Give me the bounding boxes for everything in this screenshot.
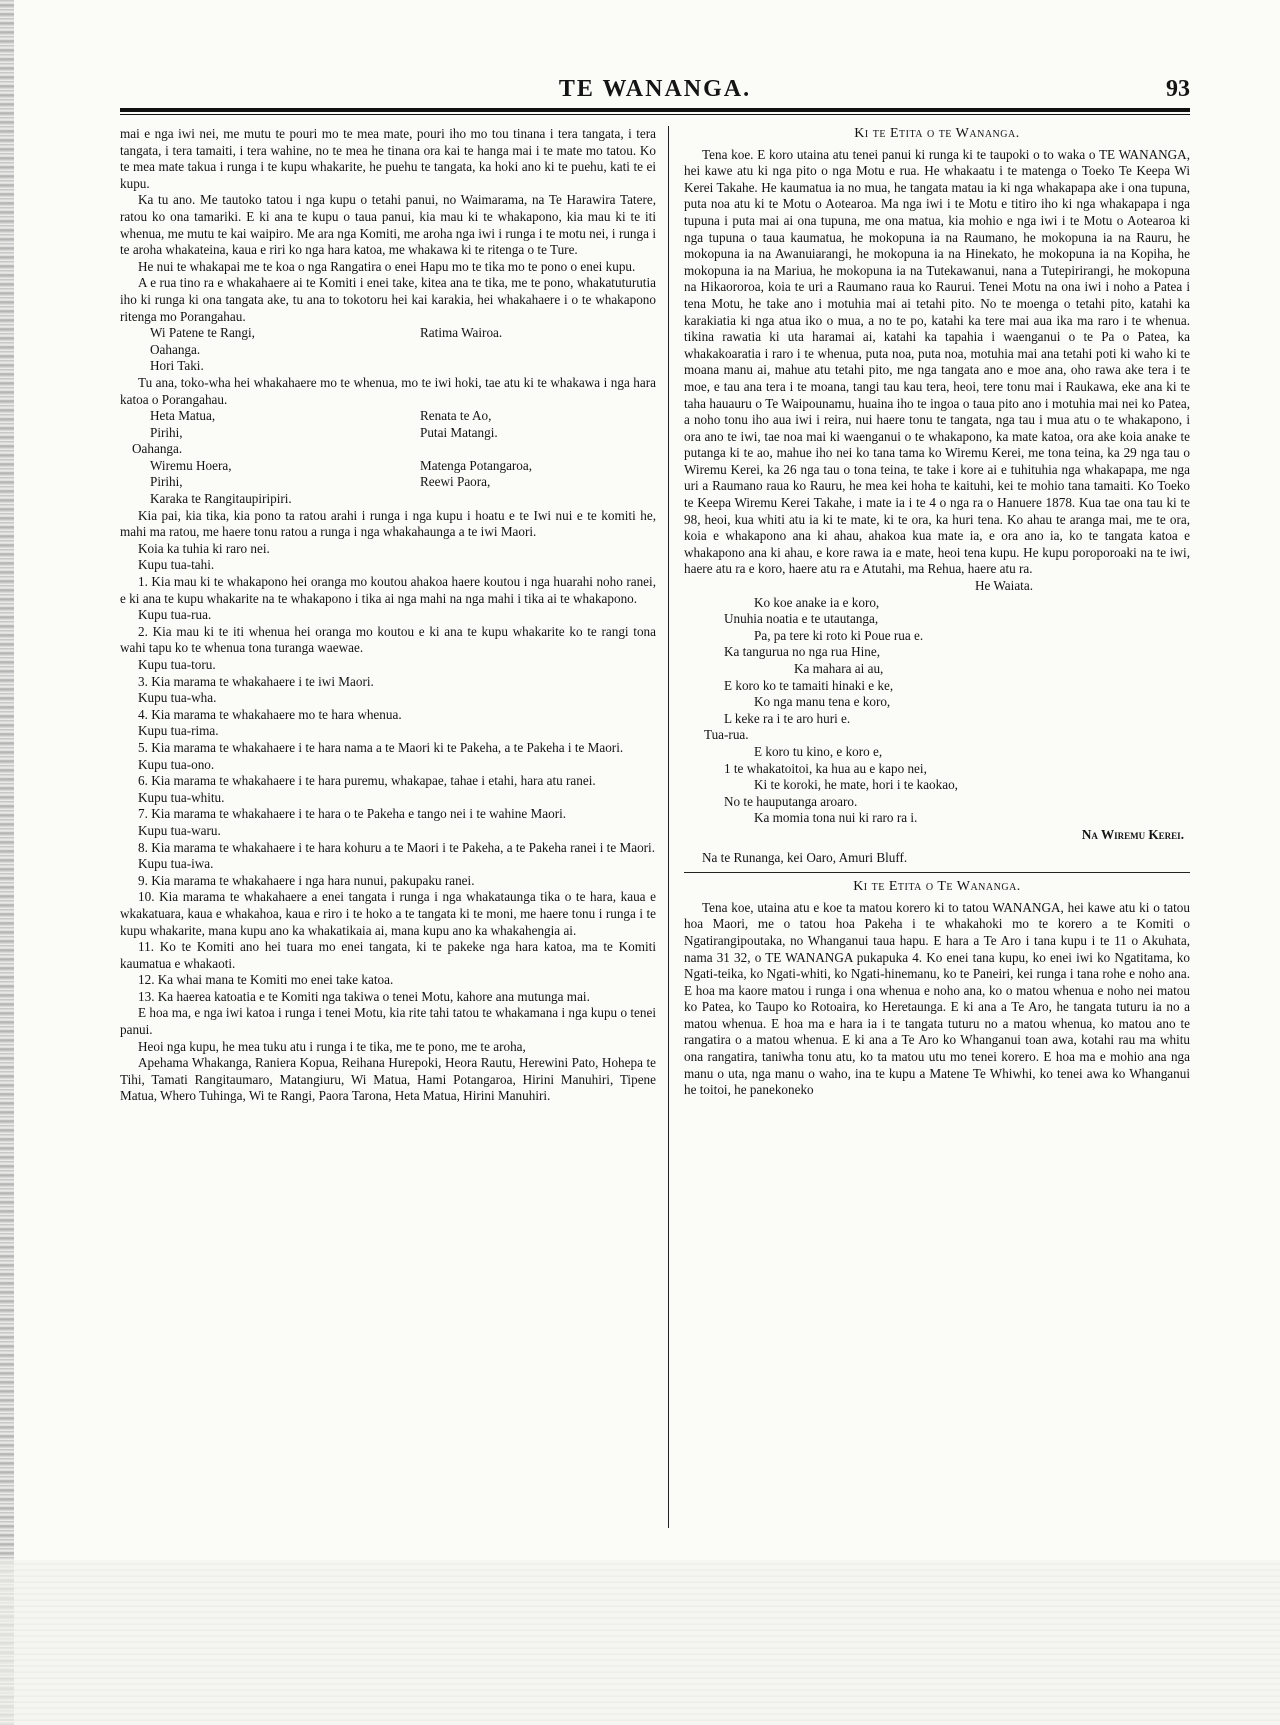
kupu-heading: Kupu tua-ono. <box>138 756 215 772</box>
kupu-text: 9. Kia marama te whakahaere i nga hara nunui, pakupaku ranei. <box>138 872 475 888</box>
paragraph: Kia pai, kia tika, kia pono ta ratou arahi i runga i nga kupu i hoatu e te Iwi nui e te komiti he, mahi ma ratou, me haere tonu ratou a runga i nga whakahaunga a te iwi Maori. <box>120 507 656 540</box>
signatory-list: Apehama Whakanga, Raniera Kopua, Reihana Hurepoki, Heora Rautu, Herewini Pato, Hohepa te Tihi, Tamati Rangitaumaro, Matangiuru, Wi Matua, Hami Potangaroa, Hirini Manuhiri, Tipene Matua, Whero Tuhinga, Wi te Rangi, Paora Tarona, Heta Matua, Hirini Manuhiri. <box>120 1055 656 1104</box>
signatory: Matenga Potangaroa, <box>420 457 533 473</box>
letter-signature: Na Wiremu Kerei. <box>1081 826 1184 842</box>
poem-line: 1 te whakatoitoi, ka hua au e kapo nei, <box>724 760 927 776</box>
paragraph: He nui te whakapai me te koa o nga Rangatira o enei Hapu mo te tika mo te pono o enei kupu. <box>138 258 636 274</box>
letter-origin: Na te Runanga, kei Oaro, Amuri Bluff. <box>702 849 908 865</box>
paragraph: Koia ka tuhia ki raro nei. <box>138 540 270 556</box>
header-rule <box>120 108 1190 112</box>
kupu-text: 2. Kia mau ki te iti whenua hei oranga mo koutou e ki ana te kupu whakarite ko te rangi tona wahi tapu ko te whenua tona turanga waewae. <box>120 623 656 656</box>
page-title: TE WANANGA. <box>558 76 752 102</box>
place-name: Oahanga. <box>132 441 183 457</box>
signatories-row <box>120 358 656 375</box>
paragraph: A e rua tino ra e whakahaere ai te Komiti i enei take, kitea ana te tika, me te pono, whakatuturutia iho ki runga ki ona tangata ake, tu ana to tokotoru hei kai karakia, hei whakahaere i o te whakapono ritenga mo Porangahau. <box>120 275 656 324</box>
kupu-heading: Kupu tua-toru. <box>138 657 216 672</box>
signatory: Wiremu Hoera, <box>150 457 232 473</box>
signatory: Reewi Paora, <box>420 474 491 490</box>
signatories-row <box>120 325 656 342</box>
kupu-heading: Kupu tua-tahi. <box>138 557 215 573</box>
kupu-text: 1. Kia mau ki te whakapono hei oranga mo koutou ahakoa haere koutou i nga huarahi noho ranei, e ki ana te kupu whakarite na te whakapono i tika ai nga mahi na nga mahi i tika ai te whakapono. <box>120 574 656 606</box>
page-number: 93 <box>1166 76 1190 102</box>
column-divider <box>668 126 669 1528</box>
paragraph: E hoa ma, e nga iwi katoa i runga i tenei Motu, kia rite tahi tatou te whakamana i nga kupu o tenei panui. <box>120 1005 656 1038</box>
kupu-text: 12. Ka whai mana te Komiti mo enei take katoa. <box>138 972 394 988</box>
kupu-heading: Kupu tua-wha. <box>138 690 217 706</box>
kupu-text: 8. Kia marama te whakahaere i te hara kohuru a te Maori i te Pakeha, a te Pakeha ranei i te Maori. <box>138 839 656 855</box>
kupu-text: 10. Kia marama te whakahaere a enei tangata i runga i nga whakataunga tika o te hara, kaua e wkakatuara, kaua e whakahoa, kaua e riro i te hoko a te tangata ki te moni, me haere tonu i runga i te kupu whakarite, mana kupu ano ka whakatikaia ai, mana kupu ano ka whakahengia ai. <box>120 889 656 938</box>
kupu-text: 4. Kia marama te whakahaere mo te hara whenua. <box>138 706 402 722</box>
poem-line: E koro tu kino, e koro e, <box>754 743 883 759</box>
letter-heading: Ki te Etita o te Wananga. <box>854 126 1020 141</box>
letter-body: Tena koe. E koro utaina atu tenei panui ki runga ki te taupoki o to waka o TE WANANGA, hei kawe atu ki nga pito o nga Motu e rua. He whakaatu i te matenga o Toeko Te Keepa Wi Kerei Takahe. He kaumatua ia no mua, he tangata matau ia ki nga whakapapa ake i ona tupuna, puta noa atu ki te Motu o Aotearoa. Ma nga iwi i te Motu e titiro iho ki nga whakapapa i nga tupuna i puta mai ai ona tupuna, me ona matua, kia mohio e nga iwi i te Motu o Aotearoa ki nga tupuna o taua kaumatua, he mokopuna ia na Raumano, he mokopuna ia na Rauru, he mokopuna ia na Awanuiarangi, he mokopuna ia na Hinekato, he mokopuna ia na Kopiha, he mokopuna ia na Mariua, he mokopuna ia na Tutekawanui, nana a Tutepirirangi, he mokopuna na Hikaororoa, koia te uri a Raumano raua ko Raurui. Tenei Motu na ona iwi i noho a Patea i tena Motu, he take ano i motuhia mai ai tetahi pito. No te moenga o tetahi pito, katahi ka karakiatia ki nga atua iko o mua, a no te po, katahi ka tere mai aua ika ma raro i te whenua. tikina rawatia ki uta haramai ai, katahi ka tapahia i waenganui o te Pa o Patea, ka whakakoaratia i raro i te whenua, puta noa, puta noa, motuhia mai ana tetahi poti ki waho ki te moana manu ai, mahue atu tetahi pito, me nga tangata ano e moe ana, oho rawa ake tera i te moe, e tau ana tera i te moana, tangi tau kau tera, heoi, tere tonu mai i Raukawa, eke ana ki te taha hauauru o Te Waipounamu, huaina iho te ingoa o taua pito ano i motuhia mai nei ko Patea, a noho tonu iho aua iwi i reira, nui haere tonu te tangata, nga tau i mua atu o te whakapono, i ora ano te iwi, tae noa mai ki waenganui o te whakapono, ka mate katoa, ora ake koia anake te putanga ki te ao, mahue iho nei ko tana tama ko Wiremu Kerei, me tona teina, ka 29 nga tau o Wiremu Kerei, ka 26 nga tau o tona teina, te take i kore ai e tuhituhia nga whakapapa, me nga uri a Raumano raua ko Rauru, he mea kei hoha te kaituhi, kei te mohio tana tamaiti. Ko Toeko te Keepa Wiremu Kerei Takahe, i mate ia i te 4 o nga ra o Hanuere 1878. Kua tae ona tau ki te 98, heoi, kua whiti atu ia ki te mate, ki te ora, ka huri tena. Ko ahau te aranga mai, me te ora, koia e whakapono ana ki ahau, ahakoa kua mate ia, e ora ano ia, ko te tangata katoa e whakapono ana ki ahau, e kore rawa ia e mate, heoi tena kupu. He kupu poroporoaki na te iwi, haere atu ra e koro, haere atu ra e Atutahi, ma Rehua, haere atu ra. <box>684 146 1190 577</box>
scan-edge <box>0 0 14 1725</box>
kupu-text: 13. Ka haerea katoatia e te Komiti nga takiwa o tenei Motu, kahore ana mutunga mai. <box>138 988 590 1004</box>
signatory: Pirihi, <box>150 474 183 490</box>
signatory: Pirihi, <box>150 424 183 440</box>
signatories-row <box>120 474 656 491</box>
poem-line: Pa, pa tere ki roto ki Poue rua e. <box>754 627 924 643</box>
poem-line: Unuhia noatia e te utautanga, <box>724 611 879 627</box>
poem-line: Ka tangurua no nga rua Hine, <box>724 644 880 660</box>
poem-line: Ko nga manu tena e koro, <box>754 694 891 710</box>
poem-line: No te hauputanga aroaro. <box>724 793 858 809</box>
kupu-heading: Kupu tua-whitu. <box>138 789 225 805</box>
poem-line: Tua-rua. <box>704 727 749 743</box>
signatory: Putai Matangi. <box>420 424 498 440</box>
waiata-title: He Waiata. <box>974 578 1033 594</box>
poem-line: Ka momia tona nui ki raro ra i. <box>754 810 918 826</box>
poem-line: Ki te koroki, he mate, hori i te kaokao, <box>754 777 958 793</box>
signatories-row <box>120 342 656 359</box>
header-rule-thin <box>120 114 1190 115</box>
poem-line: E koro ko te tamaiti hinaki e ke, <box>724 677 894 693</box>
poem-line: L keke ra i te aro huri e. <box>724 710 851 726</box>
poem-line: Ko koe anake ia e koro, <box>754 594 880 610</box>
paragraph: mai e nga iwi nei, me mutu te pouri mo te mea mate, pouri iho mo tou tinana i tera tangata, i tera tangata, i tera tamaiti, i tera wahine, no te mea he tinana ora kai te hanga mai i te mate mo tatou. Ko te mea mate takua i runga i te kupu whakarite, he puehu te tangata, ka hoki ano ki te puehu, kati te ei kupu. <box>120 126 656 191</box>
letter-heading: Ki te Etita o Te Wananga. <box>853 879 1021 895</box>
kupu-heading: Kupu tua-waru. <box>138 822 221 838</box>
signatory: Hori Taki. <box>150 358 204 374</box>
signatories-row <box>120 458 656 475</box>
paragraph: Ka tu ano. Me tautoko tatou i nga kupu o tetahi panui, no Waimarama, na Te Harawira Tatere, ratou ko ona tamariki. E ki ana te kupu o taua panui, kia mau ki te whakapono, kia mau ki te iti whenua, me mutu te kai waipiro. Me ara nga Komiti, me aroha nga iwi i runga i te motu nei, i runga i te aroha whakateina, kaua e riri ko nga hara katoa, me whakawa ki te ritenga o te Ture. <box>120 192 656 258</box>
signatory: Heta Matua, <box>150 408 216 424</box>
paragraph: Heoi nga kupu, he mea tuku atu i runga i te tika, me te pono, me te aroha, <box>138 1038 526 1054</box>
poem <box>684 595 1190 827</box>
poem-line: Ka mahara ai au, <box>794 661 884 676</box>
kupu-text: 5. Kia marama te whakahaere i te hara nama a te Maori ki te Pakeha, a te Pakeha i te Maori. <box>138 739 624 755</box>
right-column <box>684 126 1190 1099</box>
signatory: Ratima Wairoa. <box>420 325 503 341</box>
signatories-row <box>120 491 656 508</box>
kupu-heading: Kupu tua-rua. <box>138 607 212 623</box>
section-divider <box>684 872 1190 873</box>
kupu-text: 6. Kia marama te whakahaere i te hara puremu, whakapae, tahae i etahi, hara atu ranei. <box>138 773 596 789</box>
kupu-heading: Kupu tua-rima. <box>138 723 219 739</box>
kupu-text: 3. Kia marama te whakahaere i te iwi Maori. <box>138 673 374 689</box>
paragraph: Tu ana, toko-wha hei whakahaere mo te whenua, mo te iwi hoki, tae atu ki te whakawa i nga hara katoa o Porangahau. <box>120 374 656 407</box>
kupu-heading: Kupu tua-iwa. <box>138 856 214 872</box>
kupu-text: 7. Kia marama te whakahaere i te hara o te Pakeha e tango nei i te wahine Maori. <box>138 806 567 822</box>
signatories-row <box>120 408 656 425</box>
scan-margin <box>0 1560 1280 1725</box>
signatory: Renata te Ao, <box>420 408 492 424</box>
signatories-row <box>120 425 656 442</box>
masthead <box>120 76 1190 106</box>
signatory: Oahanga. <box>150 341 201 357</box>
signatory: Karaka te Rangitaupiripiri. <box>150 491 292 507</box>
signatory: Wi Patene te Rangi, <box>150 325 255 341</box>
left-column <box>120 126 656 1105</box>
letter-body: Tena koe, utaina atu e koe ta matou korero ki to tatou WANANGA, hei kawe atu ki o tatou hoa Maori, me o tatou hoa Pakeha i te whakahoki mo te korero a te Komiti o Ngatirangipoutaka, no Whanganui taua hapu. E hara a Te Aro i tana kupu i te 11 o Akuhata, nama 31 32, o TE WANANGA pukapuka 4. Ko enei tana kupu, ko enei iwi ko Ngatitama, ko Ngati-teika, ko Ngati-whiti, ko Ngati-hinemanu, ko te Paneiri, kei runga i tana rohe e noho ana. E hoa ma kaore matou i runga i ona whenua e noho ana, ko o matou whenua e noho nei matou ko Patea, ko Taupo ko Rotoaira, ko Heretaunga. E ki ana a Te Aro, he tangata tuturu ia no a matou whenua. E hoa ma e hara ia i te tangata tuturu no a matou whenua, ko matou ano te rangatira o a matou whenua. E ki ana a Te Aro ko Whanganui toan awa, kotahi rau ma whitu ona rangatira, taniwha tonu atu, ko ta matou utu mo tenei korero. E hoa ma e mohio ana nga manu o uta, nga manu o waho, ina te kupu a Matene Te Whiwhi, ko tenei awa ko Whanganui he toitoi, he panekoneko <box>684 899 1190 1098</box>
kupu-text: 11. Ko te Komiti ano hei tuara mo enei tangata, ki te pakeke nga hara katoa, ma te Komiti kaumatua e whakaoti. <box>120 939 656 971</box>
